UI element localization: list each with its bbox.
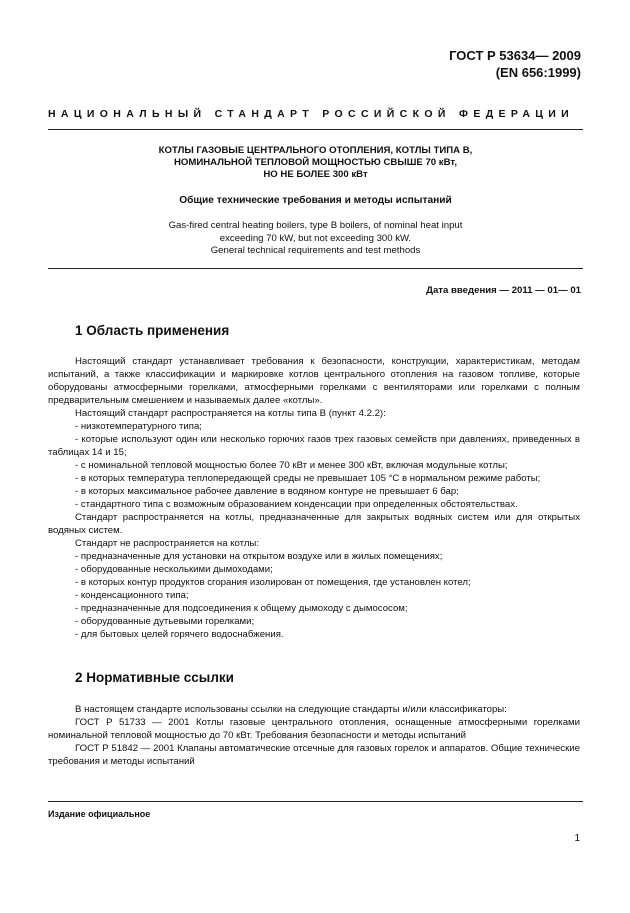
national-standard-banner: НАЦИОНАЛЬНЫЙ СТАНДАРТ РОССИЙСКОЙ ФЕДЕРАЦИИ xyxy=(48,108,575,120)
paragraph: - с номинальной тепловой мощностью более 70 кВт и менее 300 кВт, включая модульные котлы; xyxy=(75,460,508,471)
english-title-line: Gas-fired central heating boilers, type B boilers, of nominal heat input xyxy=(168,220,463,231)
paragraph: Стандарт распространяется на котлы, предназначенные для закрытых водяных систем или для открытых водяных систем. xyxy=(48,512,580,536)
standard-number-block xyxy=(449,47,581,81)
paragraph: - конденсационного типа; xyxy=(75,590,189,601)
paragraph: Стандарт не распространяется на котлы: xyxy=(75,538,259,549)
paragraph: ГОСТ Р 51842 — 2001 Клапаны автоматические отсечные для газовых горелок и аппаратов. Общие технические требования и методы испытаний xyxy=(48,743,580,767)
english-title xyxy=(48,220,583,258)
paragraph: - в которых контур продуктов сгорания изолирован от помещения, где установлен котел; xyxy=(75,577,471,588)
paragraph: - предназначенные для подсоединения к общему дымоходу с дымососом; xyxy=(75,603,408,614)
official-edition-label: Издание официальное xyxy=(48,809,151,819)
page-number: 1 xyxy=(574,833,580,844)
paragraph: Настоящий стандарт распространяется на котлы типа В (пункт 4.2.2): xyxy=(75,408,386,419)
paragraph: ГОСТ Р 51733 — 2001 Котлы газовые центрального отопления, оснащенные атмосферными горелками номинальной тепловой мощностью до 70 кВт. Требования безопасности и методы испытаний xyxy=(48,717,580,741)
russian-title xyxy=(48,145,583,181)
paragraph: - для бытовых целей горячего водоснабжения. xyxy=(75,629,284,640)
russian-title-line: КОТЛЫ ГАЗОВЫЕ ЦЕНТРАЛЬНОГО ОТОПЛЕНИЯ, КОТЛЫ ТИПА В, xyxy=(158,145,473,156)
section-2-title: 2 Нормативные ссылки xyxy=(75,670,234,685)
paragraph: В настоящем стандарте использованы ссылки на следующие стандарты и/или классификаторы: xyxy=(75,704,507,715)
paragraph: - которые используют один или несколько горючих газов трех газовых семейств при давлениях, приведенных в таблицах 14 и 15; xyxy=(48,434,580,458)
paragraph: - низкотемпературного типа; xyxy=(75,421,202,432)
russian-subtitle: Общие технические требования и методы испытаний xyxy=(179,195,452,206)
paragraph: - оборудованные несколькими дымоходами; xyxy=(75,564,273,575)
paragraph: - стандартного типа с возможным образованием конденсации при определенных обстоятельствах. xyxy=(75,499,518,510)
middle-divider xyxy=(48,268,583,269)
section-2-body xyxy=(48,703,580,768)
top-divider xyxy=(48,129,583,130)
english-title-line: exceeding 70 kW, but not exceeding 300 kW. xyxy=(219,232,412,244)
paragraph: - в которых температура теплопередающей среды не превышает 105 °С в нормальном режиме работы; xyxy=(75,473,541,484)
introduction-date: Дата введения — 2011 — 01— 01 xyxy=(426,285,581,296)
paragraph: - в которых максимальное рабочее давление в водяном контуре не превышает 6 бар; xyxy=(75,486,459,497)
russian-title-line: НО НЕ БОЛЕЕ 300 кВт xyxy=(263,169,368,180)
paragraph: - предназначенные для установки на открытом воздухе или в жилых помещениях; xyxy=(75,551,443,562)
standard-number: ГОСТ Р 53634— 2009 xyxy=(449,48,581,63)
english-title-line: General technical requirements and test methods xyxy=(210,245,421,256)
section-1-title: 1 Область применения xyxy=(75,323,230,338)
section-1-body xyxy=(48,355,580,641)
paragraph: - оборудованные дутьевыми горелками; xyxy=(75,616,255,627)
en-equivalent: (EN 656:1999) xyxy=(495,65,581,80)
paragraph: Настоящий стандарт устанавливает требования к безопасности, конструкции, характеристикам, методам испытаний, а также классификации и маркировке котлов центрального отопления на газовом топливе, которые оборудованы атмосферными горелками, атмосферными горелками с вентиляторами или горелками с полным предварительным смешением и называемых далее «котлы». xyxy=(48,356,580,406)
russian-title-line: НОМИНАЛЬНОЙ ТЕПЛОВОЙ МОЩНОСТЬЮ СВЫШЕ 70 кВт, xyxy=(173,157,458,168)
footer-divider xyxy=(48,801,583,802)
